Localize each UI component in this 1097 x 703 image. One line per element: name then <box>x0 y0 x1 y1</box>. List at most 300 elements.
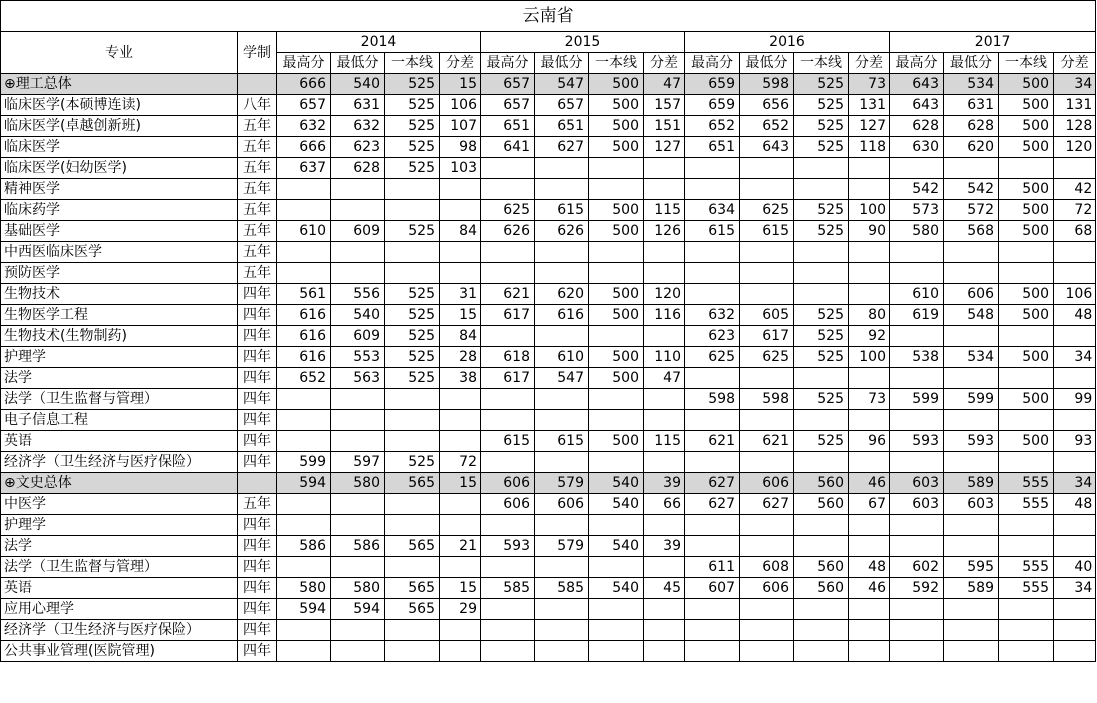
score-cell: 525 <box>385 116 440 137</box>
score-cell <box>535 389 589 410</box>
score-cell: 602 <box>890 557 944 578</box>
score-cell: 525 <box>794 137 849 158</box>
duration-cell: 四年 <box>238 431 277 452</box>
score-cell: 500 <box>999 95 1054 116</box>
score-cell <box>535 242 589 263</box>
score-cell: 634 <box>685 200 740 221</box>
score-cell: 555 <box>999 473 1054 494</box>
score-cell <box>589 158 644 179</box>
score-cell: 610 <box>535 347 589 368</box>
score-cell: 46 <box>849 473 890 494</box>
table-row <box>1 116 1096 137</box>
score-cell <box>535 641 589 662</box>
score-cell: 548 <box>944 305 999 326</box>
score-cell <box>277 242 331 263</box>
score-cell: 599 <box>944 389 999 410</box>
score-cell: 666 <box>277 74 331 95</box>
score-cell <box>331 263 385 284</box>
score-cell <box>1054 599 1096 620</box>
score-cell: 598 <box>685 389 740 410</box>
score-cell <box>849 263 890 284</box>
score-cell <box>890 368 944 389</box>
score-cell <box>481 242 535 263</box>
score-cell <box>535 599 589 620</box>
score-cell: 525 <box>385 221 440 242</box>
score-cell: 628 <box>890 116 944 137</box>
score-cell: 68 <box>1054 221 1096 242</box>
score-cell: 632 <box>331 116 385 137</box>
score-cell <box>644 641 685 662</box>
score-cell: 628 <box>944 116 999 137</box>
score-cell: 128 <box>1054 116 1096 137</box>
score-cell: 525 <box>794 200 849 221</box>
score-cell <box>331 431 385 452</box>
score-cell: 80 <box>849 305 890 326</box>
score-cell: 540 <box>331 305 385 326</box>
score-cell <box>331 515 385 536</box>
score-cell: 619 <box>890 305 944 326</box>
score-cell: 606 <box>740 473 794 494</box>
score-cell: 659 <box>685 74 740 95</box>
major-name: 公共事业管理(医院管理) <box>1 641 238 662</box>
score-cell <box>685 641 740 662</box>
header-diff-2015: 分差 <box>644 53 685 74</box>
score-cell: 106 <box>440 95 481 116</box>
score-cell: 561 <box>277 284 331 305</box>
major-name: 法学 <box>1 368 238 389</box>
score-cell: 585 <box>535 578 589 599</box>
score-cell: 116 <box>644 305 685 326</box>
score-cell <box>385 641 440 662</box>
score-cell: 597 <box>331 452 385 473</box>
score-cell: 525 <box>794 95 849 116</box>
sheet-title: 云南省 <box>1 1 1096 32</box>
score-cell: 500 <box>589 74 644 95</box>
table-row <box>1 305 1096 326</box>
header-major: 专业 <box>1 32 238 74</box>
score-cell <box>794 515 849 536</box>
score-cell <box>535 326 589 347</box>
score-cell: 73 <box>849 74 890 95</box>
score-cell <box>589 389 644 410</box>
score-cell: 106 <box>1054 284 1096 305</box>
score-cell: 118 <box>849 137 890 158</box>
score-cell <box>1054 641 1096 662</box>
score-cell <box>685 284 740 305</box>
score-cell <box>849 179 890 200</box>
score-cell: 15 <box>440 305 481 326</box>
score-cell: 525 <box>385 284 440 305</box>
score-cell <box>277 263 331 284</box>
score-cell: 572 <box>944 200 999 221</box>
score-cell <box>890 641 944 662</box>
score-cell <box>535 515 589 536</box>
score-cell <box>999 263 1054 284</box>
score-cell: 610 <box>890 284 944 305</box>
score-cell: 643 <box>890 74 944 95</box>
header-min-2017: 最低分 <box>944 53 999 74</box>
score-cell <box>794 641 849 662</box>
score-cell <box>589 515 644 536</box>
score-cell: 500 <box>589 431 644 452</box>
major-name: 生物医学工程 <box>1 305 238 326</box>
score-cell: 595 <box>944 557 999 578</box>
table-row <box>1 179 1096 200</box>
score-cell <box>535 179 589 200</box>
score-cell: 500 <box>999 347 1054 368</box>
score-cell <box>999 410 1054 431</box>
score-cell <box>944 536 999 557</box>
score-cell: 625 <box>740 200 794 221</box>
score-cell: 131 <box>1054 95 1096 116</box>
score-cell <box>481 263 535 284</box>
score-cell: 67 <box>849 494 890 515</box>
score-cell: 66 <box>644 494 685 515</box>
score-cell <box>890 620 944 641</box>
score-cell: 525 <box>794 116 849 137</box>
score-cell <box>277 410 331 431</box>
score-cell <box>331 410 385 431</box>
score-cell <box>740 284 794 305</box>
score-cell <box>944 242 999 263</box>
major-name: 经济学（卫生经济与医疗保险） <box>1 452 238 473</box>
score-cell: 21 <box>440 536 481 557</box>
score-cell: 627 <box>685 494 740 515</box>
table-row <box>1 410 1096 431</box>
score-cell <box>999 620 1054 641</box>
score-cell: 652 <box>740 116 794 137</box>
table-row <box>1 557 1096 578</box>
score-cell: 28 <box>440 347 481 368</box>
score-cell: 586 <box>277 536 331 557</box>
score-cell <box>385 620 440 641</box>
score-cell <box>685 536 740 557</box>
score-cell: 525 <box>794 347 849 368</box>
score-cell: 93 <box>1054 431 1096 452</box>
score-cell <box>331 242 385 263</box>
score-cell <box>740 599 794 620</box>
score-cell <box>1054 515 1096 536</box>
score-cell: 643 <box>890 95 944 116</box>
score-cell: 500 <box>999 221 1054 242</box>
score-cell <box>849 515 890 536</box>
header-duration: 学制 <box>238 32 277 74</box>
score-cell <box>794 452 849 473</box>
score-cell: 525 <box>385 158 440 179</box>
duration-cell: 五年 <box>238 179 277 200</box>
score-cell: 34 <box>1054 578 1096 599</box>
header-max-2015: 最高分 <box>481 53 535 74</box>
score-cell: 500 <box>589 305 644 326</box>
score-cell: 38 <box>440 368 481 389</box>
score-cell <box>440 431 481 452</box>
score-cell: 534 <box>944 74 999 95</box>
score-cell: 84 <box>440 326 481 347</box>
score-cell: 48 <box>1054 494 1096 515</box>
table-row <box>1 578 1096 599</box>
score-cell: 616 <box>277 305 331 326</box>
score-cell <box>385 410 440 431</box>
score-cell <box>277 494 331 515</box>
duration-cell: 五年 <box>238 494 277 515</box>
score-cell: 42 <box>1054 179 1096 200</box>
score-cell <box>740 179 794 200</box>
score-cell <box>589 242 644 263</box>
score-cell: 630 <box>890 137 944 158</box>
score-cell <box>794 536 849 557</box>
table-row <box>1 221 1096 242</box>
header-max-2014: 最高分 <box>277 53 331 74</box>
table-row <box>1 452 1096 473</box>
score-cell <box>331 494 385 515</box>
table-row <box>1 242 1096 263</box>
header-line-2014: 一本线 <box>385 53 440 74</box>
major-name: ⊕理工总体 <box>1 74 238 95</box>
score-cell: 500 <box>999 305 1054 326</box>
score-cell: 31 <box>440 284 481 305</box>
score-cell <box>849 620 890 641</box>
score-cell <box>794 242 849 263</box>
score-cell <box>331 389 385 410</box>
major-name: 预防医学 <box>1 263 238 284</box>
table-row <box>1 368 1096 389</box>
header-diff-2017: 分差 <box>1054 53 1096 74</box>
major-name: 中西医临床医学 <box>1 242 238 263</box>
score-cell <box>999 536 1054 557</box>
duration-cell: 四年 <box>238 305 277 326</box>
header-line-2015: 一本线 <box>589 53 644 74</box>
score-cell <box>944 599 999 620</box>
score-cell <box>481 179 535 200</box>
score-cell: 500 <box>589 368 644 389</box>
table-row <box>1 599 1096 620</box>
duration-cell: 四年 <box>238 578 277 599</box>
score-cell: 594 <box>277 473 331 494</box>
score-cell <box>944 368 999 389</box>
score-cell: 525 <box>794 389 849 410</box>
score-cell: 651 <box>481 116 535 137</box>
score-cell: 616 <box>535 305 589 326</box>
score-cell: 525 <box>794 74 849 95</box>
score-cell <box>535 263 589 284</box>
score-cell: 623 <box>685 326 740 347</box>
score-cell: 100 <box>849 347 890 368</box>
duration-cell: 四年 <box>238 368 277 389</box>
score-cell <box>849 599 890 620</box>
header-year-2015: 2015 <box>481 32 685 53</box>
score-cell <box>999 242 1054 263</box>
duration-cell: 五年 <box>238 158 277 179</box>
score-cell <box>890 263 944 284</box>
score-cell <box>440 557 481 578</box>
table-row <box>1 431 1096 452</box>
header-min-2015: 最低分 <box>535 53 589 74</box>
score-cell: 632 <box>685 305 740 326</box>
table-row <box>1 536 1096 557</box>
score-cell <box>944 515 999 536</box>
header-min-2016: 最低分 <box>740 53 794 74</box>
duration-cell <box>238 74 277 95</box>
score-cell: 525 <box>794 326 849 347</box>
score-cell: 607 <box>685 578 740 599</box>
score-cell: 598 <box>740 74 794 95</box>
score-cell <box>685 179 740 200</box>
major-name: 中医学 <box>1 494 238 515</box>
score-cell <box>385 263 440 284</box>
score-cell: 534 <box>944 347 999 368</box>
score-cell: 565 <box>385 578 440 599</box>
score-cell: 651 <box>685 137 740 158</box>
score-cell <box>644 158 685 179</box>
score-cell: 603 <box>890 494 944 515</box>
score-cell: 500 <box>999 179 1054 200</box>
score-cell: 593 <box>944 431 999 452</box>
score-cell: 560 <box>794 473 849 494</box>
score-cell: 580 <box>331 578 385 599</box>
score-cell: 615 <box>481 431 535 452</box>
score-cell <box>535 158 589 179</box>
score-cell: 500 <box>999 116 1054 137</box>
score-cell <box>644 263 685 284</box>
score-cell: 96 <box>849 431 890 452</box>
duration-cell <box>238 473 277 494</box>
score-cell <box>685 410 740 431</box>
score-cell: 115 <box>644 200 685 221</box>
score-cell: 615 <box>685 221 740 242</box>
score-cell <box>944 620 999 641</box>
score-cell: 609 <box>331 221 385 242</box>
table-row <box>1 284 1096 305</box>
header-line-2016: 一本线 <box>794 53 849 74</box>
score-cell: 592 <box>890 578 944 599</box>
score-cell: 525 <box>385 326 440 347</box>
score-cell <box>849 641 890 662</box>
score-cell: 580 <box>890 221 944 242</box>
score-cell: 547 <box>535 74 589 95</box>
header-max-2017: 最高分 <box>890 53 944 74</box>
score-cell: 625 <box>740 347 794 368</box>
score-cell <box>685 368 740 389</box>
score-cell <box>277 620 331 641</box>
score-cell <box>1054 368 1096 389</box>
score-cell: 627 <box>685 473 740 494</box>
score-cell <box>890 536 944 557</box>
score-cell: 500 <box>589 284 644 305</box>
score-cell: 553 <box>331 347 385 368</box>
score-cell: 500 <box>999 431 1054 452</box>
score-cell <box>440 389 481 410</box>
score-cell <box>589 263 644 284</box>
major-name: 临床医学(妇幼医学) <box>1 158 238 179</box>
score-cell: 606 <box>481 494 535 515</box>
score-cell: 565 <box>385 473 440 494</box>
score-cell <box>740 368 794 389</box>
duration-cell: 五年 <box>238 263 277 284</box>
score-cell: 657 <box>277 95 331 116</box>
score-cell <box>481 326 535 347</box>
score-cell <box>794 179 849 200</box>
table-row <box>1 137 1096 158</box>
score-cell: 617 <box>481 305 535 326</box>
score-cell <box>849 242 890 263</box>
score-cell: 621 <box>481 284 535 305</box>
major-name: 英语 <box>1 578 238 599</box>
score-cell: 107 <box>440 116 481 137</box>
score-cell <box>944 452 999 473</box>
score-cell <box>999 515 1054 536</box>
score-cell: 599 <box>277 452 331 473</box>
score-cell <box>685 515 740 536</box>
score-cell: 627 <box>740 494 794 515</box>
major-name: 临床医学(卓越创新班) <box>1 116 238 137</box>
score-cell <box>644 599 685 620</box>
score-cell: 525 <box>385 137 440 158</box>
score-cell <box>589 641 644 662</box>
score-cell: 589 <box>944 473 999 494</box>
score-cell <box>1054 620 1096 641</box>
major-name: 法学（卫生监督与管理） <box>1 389 238 410</box>
score-cell: 525 <box>385 452 440 473</box>
score-cell <box>440 641 481 662</box>
score-cell: 620 <box>535 284 589 305</box>
score-cell <box>277 557 331 578</box>
score-cell <box>331 620 385 641</box>
score-cell: 92 <box>849 326 890 347</box>
score-cell <box>999 599 1054 620</box>
score-cell <box>440 200 481 221</box>
score-cell: 560 <box>794 557 849 578</box>
score-cell: 500 <box>999 200 1054 221</box>
score-cell <box>999 452 1054 473</box>
score-cell: 565 <box>385 599 440 620</box>
score-cell <box>440 263 481 284</box>
score-cell <box>794 620 849 641</box>
score-cell: 98 <box>440 137 481 158</box>
score-cell <box>849 284 890 305</box>
score-cell <box>740 620 794 641</box>
score-cell <box>849 158 890 179</box>
score-cell: 666 <box>277 137 331 158</box>
score-cell: 40 <box>1054 557 1096 578</box>
score-cell: 625 <box>685 347 740 368</box>
score-cell <box>944 326 999 347</box>
duration-cell: 五年 <box>238 200 277 221</box>
major-name: 电子信息工程 <box>1 410 238 431</box>
score-cell: 34 <box>1054 473 1096 494</box>
score-cell: 73 <box>849 389 890 410</box>
score-cell <box>740 536 794 557</box>
score-cell <box>1054 326 1096 347</box>
score-cell: 617 <box>481 368 535 389</box>
score-cell <box>385 179 440 200</box>
score-cell: 659 <box>685 95 740 116</box>
score-cell <box>849 410 890 431</box>
score-cell <box>644 326 685 347</box>
score-cell: 48 <box>849 557 890 578</box>
score-cell: 589 <box>944 578 999 599</box>
score-cell <box>890 452 944 473</box>
score-cell <box>644 179 685 200</box>
duration-cell: 五年 <box>238 242 277 263</box>
score-cell <box>385 431 440 452</box>
score-cell: 556 <box>331 284 385 305</box>
score-cell: 525 <box>794 431 849 452</box>
score-cell: 110 <box>644 347 685 368</box>
score-cell: 157 <box>644 95 685 116</box>
score-cell <box>589 179 644 200</box>
score-cell <box>481 641 535 662</box>
score-cell <box>1054 536 1096 557</box>
